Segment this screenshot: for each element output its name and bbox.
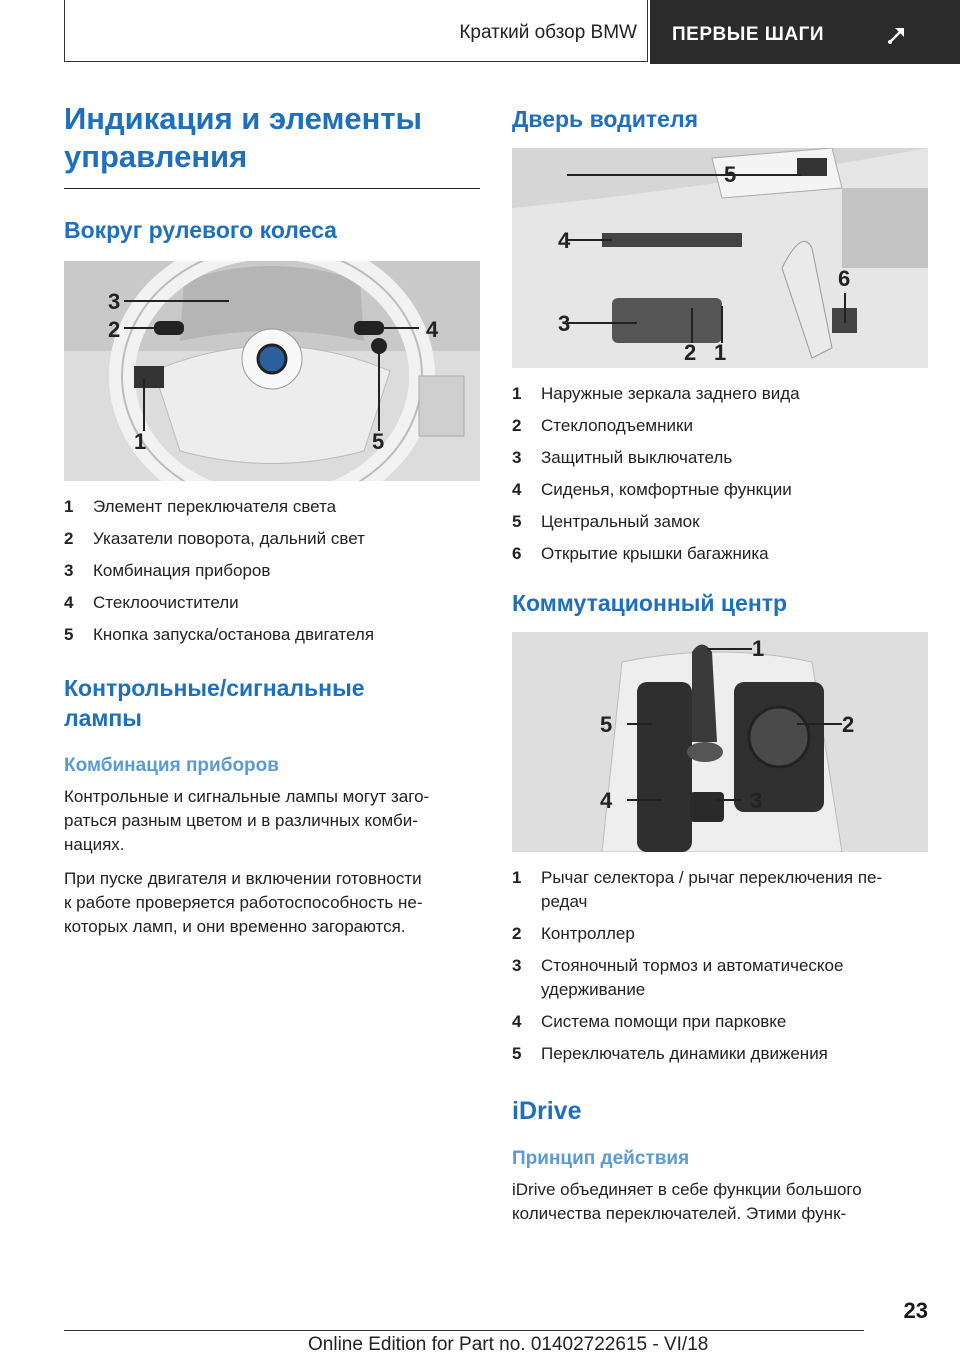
- chapter-title: ПЕРВЫЕ ШАГИ: [672, 24, 825, 45]
- door-callout-2: 2: [684, 340, 697, 365]
- list-item: 1 Элемент переключателя света: [64, 497, 337, 516]
- steering-wheel-photo: [64, 261, 480, 481]
- page-header: [64, 0, 960, 64]
- list-item: 5 Центральный замок: [512, 512, 700, 531]
- list-item: 3 Защитный выключатель: [512, 448, 733, 467]
- console-callout-4: 4: [600, 788, 613, 813]
- door-callout-1: 1: [714, 340, 727, 365]
- list-item: 4 Система помощи при парковке: [512, 1012, 787, 1031]
- lamps-heading: Контрольные/сигнальные лампы: [64, 675, 365, 731]
- wheel-legend: [64, 495, 480, 647]
- cluster-subheading: Комбинация приборов: [64, 755, 279, 776]
- console-heading: Коммутационный центр: [512, 590, 788, 616]
- list-item: 2 Стеклоподъемники: [512, 416, 693, 435]
- door-legend: [512, 382, 928, 566]
- list-item: 1 Рычаг селектора / рычаг переключения пе- редач: [512, 868, 883, 911]
- door-callout-6: 6: [838, 266, 851, 291]
- chapter-tab: [650, 0, 960, 64]
- console-callout-1: 1: [752, 636, 765, 661]
- list-item: 3 Стояночный тормоз и автоматическое удерживание: [512, 956, 844, 999]
- page-number: 23: [903, 1298, 928, 1323]
- list-item: 5 Переключатель динамики движения: [512, 1044, 828, 1063]
- wheel-callout-3: 3: [108, 289, 121, 314]
- list-item: 6 Открытие крышки багажника: [512, 544, 769, 563]
- door-callout-4: 4: [558, 228, 571, 253]
- page-title-line2: управления: [64, 139, 248, 174]
- wheel-heading: Вокруг рулевого колеса: [64, 217, 337, 243]
- title-rule: [64, 188, 480, 189]
- console-legend: [512, 866, 928, 1066]
- wheel-callout-2: 2: [108, 317, 121, 342]
- console-callout-3: 3: [750, 788, 763, 813]
- list-item: 4 Сиденья, комфортные функции: [512, 480, 792, 499]
- console-photo: [512, 632, 928, 852]
- principle-subheading: Принцип действия: [512, 1148, 690, 1169]
- door-heading: Дверь водителя: [512, 106, 698, 132]
- guide-title: Краткий обзор BMW: [459, 22, 637, 43]
- page-title: [64, 100, 480, 176]
- wheel-callout-1: 1: [134, 429, 147, 454]
- lamps-paragraph-1: Контрольные и сигнальные лампы могут заго- раться разным цветом и в различных комби- нациях.: [64, 787, 430, 854]
- list-item: 4 Стеклоочистители: [64, 593, 239, 612]
- list-item: 2 Указатели поворота, дальний свет: [64, 529, 365, 548]
- wheel-callout-5: 5: [372, 429, 385, 454]
- console-callout-5: 5: [600, 712, 613, 737]
- idrive-paragraph: iDrive объединяет в себе функции большого количества переключателей. Этими функ-: [512, 1180, 862, 1223]
- list-item: 3 Комбинация приборов: [64, 561, 271, 580]
- idrive-heading: iDrive: [512, 1097, 582, 1125]
- driver-door-photo: [512, 148, 928, 368]
- right-column: [512, 100, 928, 1226]
- list-item: 5 Кнопка запуска/останова двигателя: [64, 625, 375, 644]
- console-callout-2: 2: [842, 712, 855, 737]
- wheel-callout-4: 4: [426, 317, 439, 342]
- list-item: 1 Наружные зеркала заднего вида: [512, 384, 800, 403]
- left-column: [64, 100, 480, 939]
- lamps-paragraph-2: При пуске двигателя и включении готовности к работе проверяется работоспособность не- которых ламп, и они временно загораются.: [64, 869, 423, 936]
- arrow-icon: [886, 24, 908, 46]
- list-item: 2 Контроллер: [512, 924, 635, 943]
- door-callout-3: 3: [558, 311, 571, 336]
- page-title-line1: Индикация и элементы: [64, 101, 422, 136]
- edition-text: Online Edition for Part no. 01402722615 - VI/18: [308, 1334, 709, 1355]
- footer-rule: [64, 1330, 864, 1331]
- door-callout-5: 5: [724, 162, 737, 187]
